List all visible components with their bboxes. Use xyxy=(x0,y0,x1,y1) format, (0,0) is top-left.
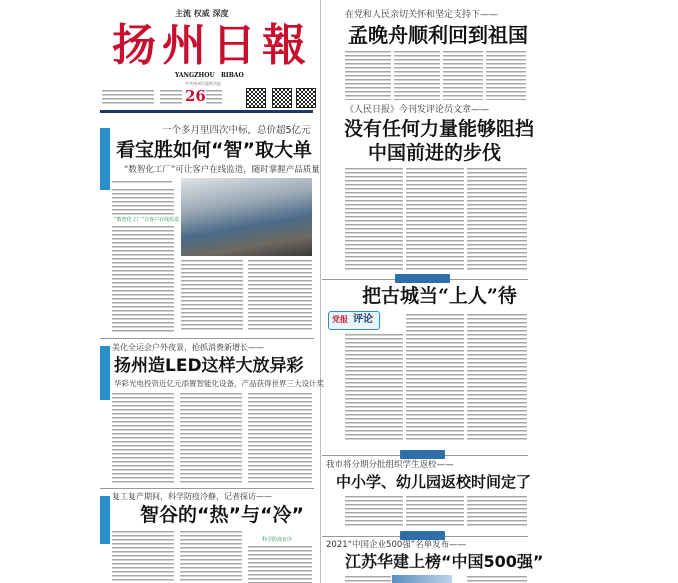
article-text xyxy=(345,168,403,270)
day-number: 26 xyxy=(185,87,206,105)
article-text xyxy=(406,168,464,270)
article-text xyxy=(181,260,243,332)
publication-info xyxy=(102,90,154,105)
masthead-rule xyxy=(100,110,313,113)
article-text xyxy=(467,168,527,270)
article-text xyxy=(486,51,526,100)
story-divider xyxy=(100,338,314,339)
article-text xyxy=(345,496,403,526)
article-text xyxy=(112,189,174,217)
article-text xyxy=(248,393,312,485)
story-headline: 中小学、幼儿园返校时间定了 xyxy=(336,473,532,491)
newspaper-title: 扬州日報 xyxy=(112,20,312,71)
article-text xyxy=(248,546,312,583)
section-tag xyxy=(395,274,450,283)
article-text xyxy=(467,496,527,526)
story-kicker: 《人民日报》今刊发评论员文章—— xyxy=(345,105,490,115)
date-box xyxy=(160,89,222,105)
article-text xyxy=(180,393,242,485)
story-headline: 孟晚舟顺利回到祖国 xyxy=(348,23,528,47)
article-text xyxy=(180,531,242,583)
article-text xyxy=(406,496,464,526)
article-text xyxy=(248,260,312,332)
story-headline: 江苏华建上榜“中国500强” xyxy=(345,552,544,571)
story-subhead: 华彩光电投资近亿元添置智能化设备，产品获得世界三大设计奖 xyxy=(114,379,324,388)
badge-commentary: 评论 xyxy=(353,314,373,325)
section-tag xyxy=(400,450,445,459)
badge-party-paper: 党报 xyxy=(332,315,348,324)
story-kicker: 复工复产期间，科学防疫冷静，记者探访—— xyxy=(112,492,272,501)
slogan: 主流 权威 深度 xyxy=(175,9,229,18)
story-kicker: 在党和人民亲切关怀和坚定支持下—— xyxy=(345,10,499,20)
section-tag xyxy=(100,128,110,190)
story-headline: 没有任何力量能够阻挡 xyxy=(344,118,535,140)
masthead-subtitle: 中共扬州市委机关报 xyxy=(185,81,221,86)
article-text xyxy=(112,393,174,485)
story-headline: 把古城当“上人”待 xyxy=(362,285,517,307)
section-tag xyxy=(400,531,445,540)
inline-subhead: 科学防疫有序 xyxy=(262,537,293,543)
story-headline: 智谷的“热”与“冷” xyxy=(140,504,304,526)
section-tag xyxy=(100,346,110,400)
story-subhead: “数智化工厂”可让客户在线监造，随时掌握产品质量 xyxy=(124,165,320,175)
factory-photo xyxy=(181,178,312,256)
article-text xyxy=(345,334,403,440)
story-divider xyxy=(100,488,314,489)
article-text xyxy=(112,226,174,332)
qr-code xyxy=(272,88,292,108)
article-text xyxy=(345,51,391,100)
commentary-badge xyxy=(328,311,380,330)
qr-code xyxy=(296,88,316,108)
article-text xyxy=(394,51,440,100)
article-text xyxy=(467,576,527,583)
article-text xyxy=(112,531,174,583)
column-divider xyxy=(320,0,321,583)
article-text xyxy=(443,51,483,100)
story-headline: 中国前进的步伐 xyxy=(368,142,502,164)
story-headline: 扬州造LED这样大放异彩 xyxy=(114,356,304,376)
byline xyxy=(112,181,172,185)
pinyin-title: YANGZHOU RIBAO xyxy=(175,72,244,79)
masthead xyxy=(100,0,315,114)
article-text xyxy=(467,314,527,440)
story-kicker: 2021“中国企业500强”名单发布—— xyxy=(326,540,467,550)
story-kicker: 一个多月里四次中标，总价超5亿元 xyxy=(162,125,311,136)
story-photo xyxy=(392,575,452,583)
story-kicker: 我市将分期分批组织学生返校—— xyxy=(326,460,454,470)
story-kicker: 美化全运会户外夜景，抢抓消费新增长—— xyxy=(112,343,264,352)
article-text xyxy=(345,576,391,583)
article-text xyxy=(406,314,464,440)
qr-code xyxy=(246,88,266,108)
section-tag xyxy=(100,496,110,544)
story-headline: 看宝胜如何“智”取大单 xyxy=(116,139,312,161)
inline-subhead: “数智化工厂”让客户在线监造 xyxy=(114,217,180,223)
